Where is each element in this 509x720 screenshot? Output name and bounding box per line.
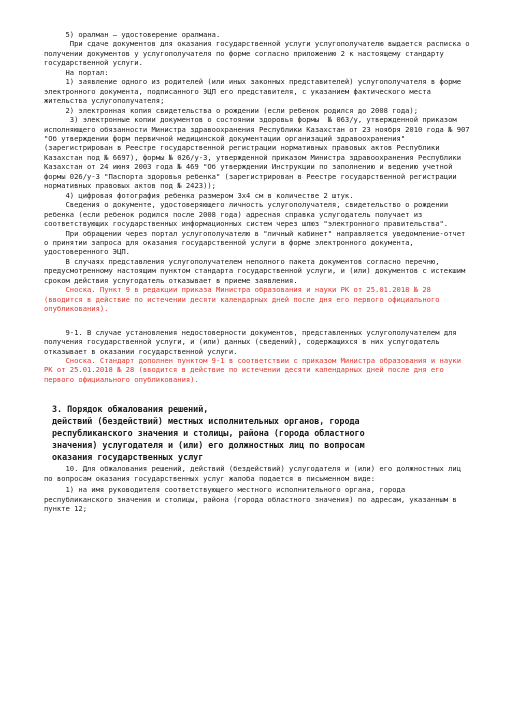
section-heading-line: республиканского значения и столицы, района (города областного [52,428,365,439]
paragraph-portal-1: 1) заявление одного из родителей (или иных законных представителей) услугополучателя в форме электронного документа, подписанного ЭЦП его представителя, с указанием фактического места жительства услугополучателя; [44,77,466,106]
paragraph-portal-3: 3) электронные копии документов о состоянии здоровья формы № 063/у, утвержденной приказом исполняющего обязанности Министра здравоохранения Республики Казахстан от 23 ноября 2010 года № 907 "Об утверждении форм первичной медицинской документации организаций здравоохранения" (зарегистрирован в Реестре государственной регистрации нормативных правовых актов Республики Казахстан под № 6697), формы № 026/у-3, утвержденной приказом Министра здравоохранения Республики Казахстан от 24 июня 2003 года № 469 "Об утверждении Инструкции по заполнению и ведению учетной формы 026/у-3 "Паспорта здоровья ребенка" (зарегистрирован в Реестре государственной регистрации нормативных правовых актов под № 2423)); [44,115,474,191]
section-heading-line: оказания государственных услуг [52,452,204,463]
paragraph-item-5: 5) оралман – удостоверение оралмана. [44,30,221,39]
spacer [44,314,471,328]
paragraph-portal-2: 2) электронная копия свидетельства о рождении (если ребенок родился до 2008 года); [44,105,419,115]
spacer [44,384,471,404]
paragraph-incomplete-docs: В случаях представления услугополучателем неполного пакета документов согласно перечню, предусмотренному настоящим пунктом стандарта государственной услуги, и (или) документов с истекшим сроком действия услугодатель отказывает в приеме заявления. [44,256,470,285]
section-heading-line: действий (бездействий) местных исполнительных органов, города [52,416,360,427]
paragraph-portal-notification: При обращении через портал услугополучателю в "личный кабинет" направляется уведомление-отчет о принятии запроса для оказания государственной услуги в форме электронного документа, удостоверенного ЭЦП. [44,228,470,257]
paragraph-identity-info: Сведения о документе, удостоверяющего личность услугополучателя, свидетельство о рождении ребенка (если ребенок родился после 2008 года) адресная справка услугодатель получает из соответствующих государственных информационных систем через шлюз "электронного правительства". [44,200,453,229]
footnote-point-9-1: Сноска. Стандарт дополнен пунктом 9-1 в соответствии с приказом Министра образования и науки РК от 25.01.2018 № 28 (вводится в действие по истечении десяти календарных дней после дня его первого официального опубликования). [44,355,466,384]
paragraph-receipt: При сдаче документов для оказания государственной услуги услугополучателю выдается расписка о получении документов у услугополучателя по форме согласно приложению 2 к настоящему стандарту государственной услуги. [44,39,474,68]
paragraph-portal-4: 4) цифровая фотография ребенка размером 3х4 см в количестве 2 штук. [44,190,354,200]
footnote-point-9: Сноска. Пункт 9 в редакции приказа Министра образования и науки РК от 25.01.2018 № 28 (вводится в действие по истечении десяти календарных дней после дня его первого официального опубликования). [44,285,444,314]
paragraph-point-9-1: 9-1. В случае установления недостоверности документов, представленных услугополучателем для получения государственной услуги, и (или) данных (сведений), содержащихся в них услугодатель отказывает в оказании государственной услуги. [44,327,462,356]
paragraph-point-10: 10. Для обжалования решений, действий (бездействий) услугодателя и (или) его должностных лиц по вопросам оказания государственных услуг жалоба подается в письменном виде: [44,464,466,483]
paragraph-point-10-1: 1) на имя руководителя соответствующего местного исполнительного органа, города республиканского значения и столицы, района (города областного значения) по адресам, указанным в пункте 12; [44,485,462,514]
section-heading [44,404,471,463]
section-heading-line: 3. Порядок обжалования решений, [52,404,209,415]
paragraph-portal-label: На портал: [44,67,109,77]
section-heading-line: значения) услугодателя и (или) его должностных лиц по вопросам [52,440,365,451]
